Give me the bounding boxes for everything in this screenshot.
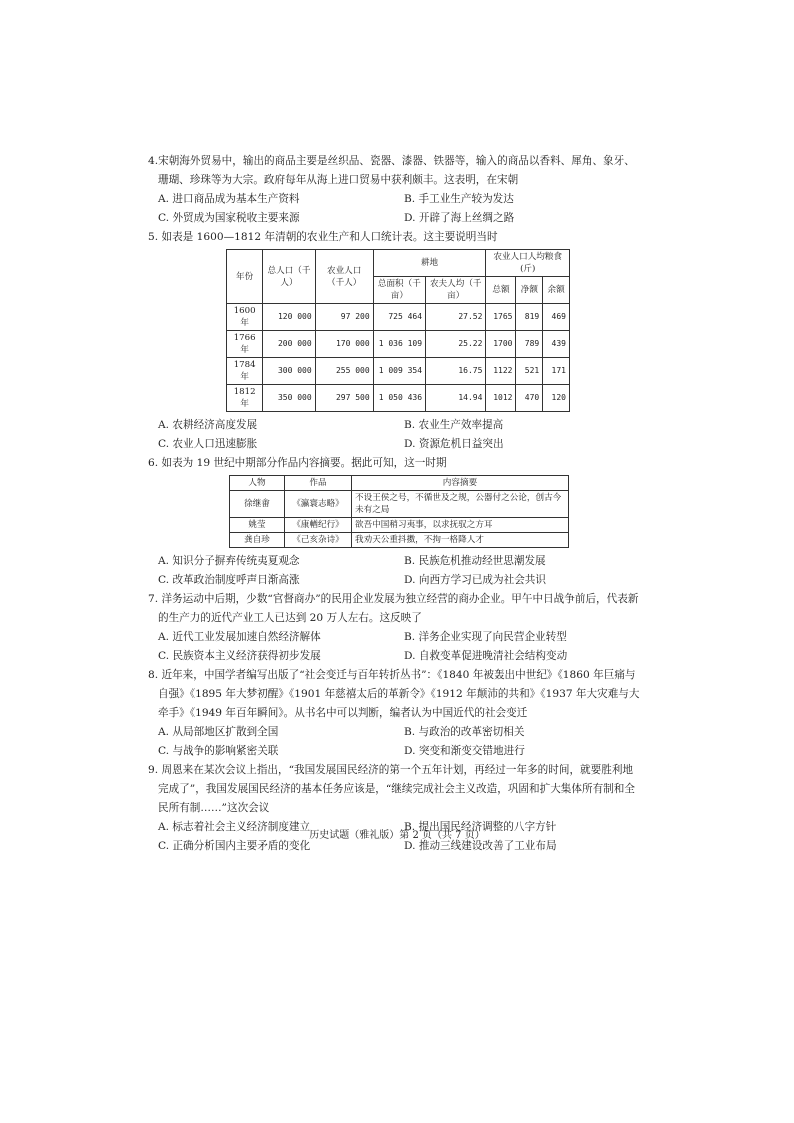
option-c: C. 农业人口迅速膨胀	[158, 438, 258, 450]
table-cell: 1 009 354	[373, 358, 425, 385]
option-d: D. 开辟了海上丝绸之路	[404, 212, 515, 224]
th-agri-pop: 农业人口（千人）	[315, 250, 373, 304]
th-year: 年份	[227, 250, 263, 304]
table-row	[230, 533, 569, 548]
question-7-stem: 7. 洋务运动中后期，少数“官督商办”的民用企业发展为独立经营的商办企业。甲午中日战争前后，代表新的生产力的近代产业工人已达到 20 万人左右。这反映了	[148, 593, 639, 624]
question-7	[148, 590, 640, 666]
th-surplus: 余额	[543, 277, 570, 304]
question-4-stem: 4.宋朝海外贸易中，输出的商品主要是丝织品、瓷器、漆器、铁器等，输入的商品以香料、犀角、象牙、珊瑚、珍珠等为大宗。政府每年从海上进口贸易中获利颇丰。这表明，在宋朝	[148, 155, 635, 186]
option-c: C. 与战争的影响紧密关联	[158, 745, 279, 757]
page-footer: 历史试题（雅礼版）第 2 页（共 7 页）	[309, 830, 485, 841]
question-5-options	[148, 416, 640, 454]
option-b: B. 与政治的改革密切相关	[404, 726, 525, 738]
table-cell: 97 200	[315, 304, 373, 331]
th-grain: 农业人口人均粮食(斤)	[486, 250, 570, 277]
table-cell: 350 000	[263, 385, 315, 412]
table-cell: 1012	[486, 385, 516, 412]
table-cell: 725 464	[373, 304, 425, 331]
table-cell: 300 000	[263, 358, 315, 385]
table-cell: 469	[543, 304, 570, 331]
question-5-stem: 5. 如表是 1600—1812 年清朝的农业生产和人口统计表。这主要说明当时	[148, 231, 498, 243]
question-7-options	[148, 628, 640, 666]
table-cell: 14.94	[426, 385, 486, 412]
option-a: A. 知识分子摒弃传统夷夏观念	[158, 555, 300, 567]
option-c: C. 外贸成为国家税收主要来源	[158, 212, 300, 224]
questions-area	[148, 152, 640, 856]
option-d: D. 向西方学习已成为社会共识	[404, 574, 546, 586]
option-d: D. 推动三线建设改善了工业布局	[404, 840, 557, 852]
option-b: B. 手工业生产较为发达	[404, 193, 514, 205]
table-cell: 171	[543, 358, 570, 385]
question-9	[148, 761, 640, 856]
table-cell: 我劝天公重抖擞，不拘一格降人才	[352, 533, 569, 548]
table-row	[230, 491, 569, 518]
question-8-stem: 8. 近年来，中国学者编写出版了“社会变迁与百年转折丛书”：《1840 年被轰出中世纪》《1860 年巨痛与自强》《1895 年大梦初醒》《1901 年慈禧太后的革新令》《1912 年颠沛的共和》《1937 年大灾难与大牵手》《1949 年百年瞬间》。从书名中可以判断，编者认为中国近代的社会变迁	[148, 669, 640, 719]
table-cell: 27.52	[426, 304, 486, 331]
table-cell: 255 000	[315, 358, 373, 385]
th-person: 人物	[230, 476, 285, 491]
table-cell: 819	[516, 304, 543, 331]
table-cell: 1700	[486, 331, 516, 358]
table-cell: 1784 年	[227, 358, 263, 385]
th-total-pop: 总人口（千人）	[263, 250, 315, 304]
question-8	[148, 666, 640, 761]
table-cell: 《己亥杂诗》	[285, 533, 352, 548]
table-cell: 1812 年	[227, 385, 263, 412]
table-cell: 1600 年	[227, 304, 263, 331]
th-summary: 内容摘要	[352, 476, 569, 491]
option-a: A. 标志着社会主义经济制度建立	[158, 821, 311, 833]
table-cell: 521	[516, 358, 543, 385]
option-c: C. 改革政治制度呼声日渐高涨	[158, 574, 300, 586]
th-work: 作品	[285, 476, 352, 491]
option-b: B. 洋务企业实现了向民营企业转型	[404, 631, 567, 643]
table-cell: 1766 年	[227, 331, 263, 358]
table-cell: 1 050 436	[373, 385, 425, 412]
table-cell: 1122	[486, 358, 516, 385]
option-c: C. 正确分析国内主要矛盾的变化	[158, 840, 311, 852]
option-a: A. 农耕经济高度发展	[158, 419, 258, 431]
option-d: D. 突变和渐变交错地进行	[404, 745, 525, 757]
table-cell: 120	[543, 385, 570, 412]
table-cell: 439	[543, 331, 570, 358]
table-cell: 297 500	[315, 385, 373, 412]
table-cell: 170 000	[315, 331, 373, 358]
option-b: B. 民族危机推动经世思潮发展	[404, 555, 546, 567]
th-net: 净额	[516, 277, 543, 304]
table-cell: 欲吾中国稍习夷事，以求抚驭之方耳	[352, 518, 569, 533]
table-row	[227, 304, 570, 331]
table-cell: 16.75	[426, 358, 486, 385]
table-cell: 470	[516, 385, 543, 412]
question-5	[148, 228, 640, 454]
table-row	[227, 385, 570, 412]
table-row	[227, 331, 570, 358]
th-land-total: 总面积（千亩）	[373, 277, 425, 304]
table-cell: 1 036 109	[373, 331, 425, 358]
option-a: A. 进口商品成为基本生产资料	[158, 193, 300, 205]
question-4	[148, 152, 640, 228]
option-b: B. 提出国民经济调整的八字方针	[404, 821, 557, 833]
table-cell: 姚莹	[230, 518, 285, 533]
table-cell: 徐继畬	[230, 491, 285, 518]
option-a: A. 从局部地区扩散到全国	[158, 726, 279, 738]
option-d: D. 资源危机日益突出	[404, 438, 504, 450]
question-9-stem: 9. 周恩来在某次会议上指出，“我国发展国民经济的第一个五年计划，再经过一年多的时间，就要胜利地完成了”，我国发展国民经济的基本任务应该是，“继续完成社会主义改造，巩固和扩大集体所有制和全民所有制……”这次会议	[148, 764, 635, 814]
table-cell: 200 000	[263, 331, 315, 358]
option-a: A. 近代工业发展加速自然经济解体	[158, 631, 321, 643]
table-cell: 120 000	[263, 304, 315, 331]
question-8-options	[148, 723, 640, 761]
th-gross: 总额	[486, 277, 516, 304]
option-c: C. 民族资本主义经济获得初步发展	[158, 650, 321, 662]
works-table	[229, 475, 569, 548]
question-6	[148, 454, 640, 590]
th-land: 耕地	[373, 250, 486, 277]
question-6-stem: 6. 如表为 19 世纪中期部分作品内容摘要。据此可知，这一时期	[148, 457, 447, 469]
table-cell: 1765	[486, 304, 516, 331]
table-row	[230, 518, 569, 533]
table-cell: 25.22	[426, 331, 486, 358]
table-row	[227, 358, 570, 385]
question-6-options	[148, 552, 640, 590]
table-cell: 龚自珍	[230, 533, 285, 548]
option-b: B. 农业生产效率提高	[404, 419, 504, 431]
table-cell: 《瀛寰志略》	[285, 491, 352, 518]
table-cell: 《康輶纪行》	[285, 518, 352, 533]
table-cell: 不设王侯之号，不循世及之规，公器付之公论，创古今未有之局	[352, 491, 569, 518]
population-table	[226, 249, 570, 412]
question-4-options	[148, 190, 640, 228]
option-d: D. 自救变革促进晚清社会结构变动	[404, 650, 568, 662]
table-cell: 789	[516, 331, 543, 358]
th-land-per: 农夫人均（千亩）	[426, 277, 486, 304]
